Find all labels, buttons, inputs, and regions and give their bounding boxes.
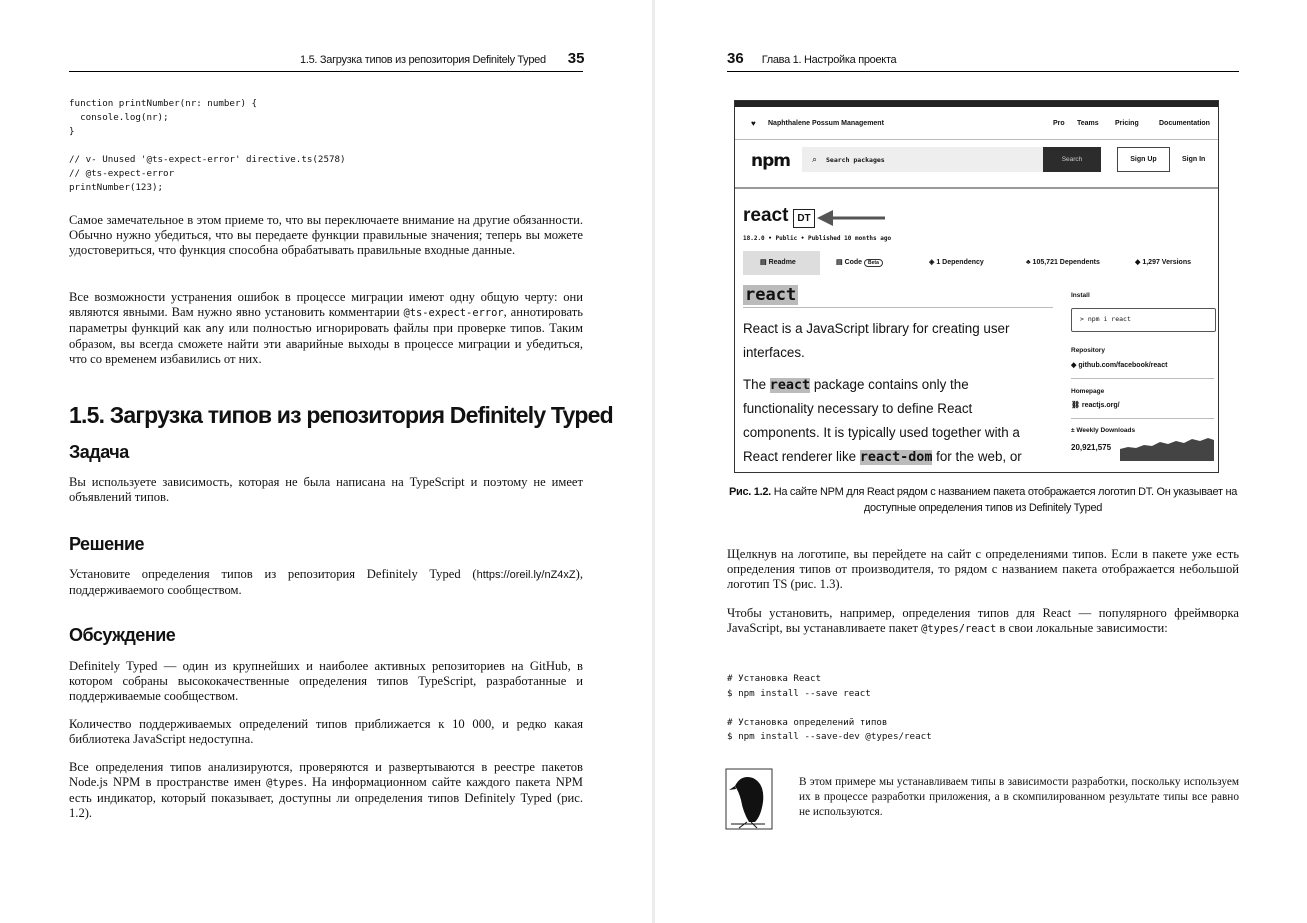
- link[interactable]: https://oreil.ly/nZ4xZ: [476, 569, 576, 581]
- npm-logo[interactable]: npm: [751, 151, 790, 171]
- text-run: for the web, or: [932, 449, 1022, 464]
- tab-label: Code: [844, 259, 863, 266]
- code-block: function printNumber(nr: number) { console.log(nr); } // v- Unused '@ts-expect-error' directive.ts(2578) // @ts-expect-error printNumber(123);: [69, 98, 346, 193]
- cube-icon: ◈: [929, 259, 935, 266]
- paragraph: [69, 567, 583, 598]
- repository-link[interactable]: [1071, 361, 1211, 369]
- note-text: В этом примере мы устанавливаем типы в зависимости разработки, поскольку используем их в процессе разработки приложения, а в скомпилированном результате типы все равно не используются.: [799, 776, 1239, 818]
- inline-code: @types: [266, 777, 304, 789]
- divider: [735, 139, 1218, 140]
- page-number: 35: [567, 50, 585, 67]
- repository-value: github.com/facebook/react: [1078, 362, 1168, 369]
- text-run: React renderer like: [743, 449, 860, 464]
- readme-line: [743, 449, 1022, 465]
- text-run: Установите определения типов из репозитория Definitely Typed (: [69, 567, 477, 581]
- inline-code: @types/react: [921, 623, 997, 635]
- file-icon: ▤: [760, 259, 767, 266]
- tab-versions[interactable]: [1135, 251, 1191, 275]
- text-run: Все возможности устранения ошибок в процессе миграции имеют одну общую черту: они являются явными. Вам нужно явно установить комментарии: [69, 290, 583, 319]
- heart-icon: ♥: [751, 119, 756, 128]
- package-tabs: [743, 251, 1210, 275]
- tab-dependencies[interactable]: [929, 251, 984, 275]
- discussion-heading: Обсуждение: [69, 625, 176, 645]
- figure-caption: [727, 484, 1239, 516]
- paragraph: Самое замечательное в этом приеме то, что вы переключаете внимание на другие обязанности. Обычно нужно убедиться, что вы передаете функции правильные значения; теперь вы можете удостовериться, что функция способна обрабатывать правильные входные данные.: [69, 213, 583, 257]
- downloads-value: 20,921,575: [1071, 443, 1112, 452]
- paragraph: Вы используете зависимость, которая не была написана на TypeScript и поэтому не имеет объявлений типов.: [69, 475, 583, 504]
- text-run: . На информационном сайте каждого пакета NPM есть индикатор, который показывает, доступны ли определения типов Definitely Typed (рис. 1.2).: [69, 775, 583, 820]
- search-input[interactable]: [802, 147, 1043, 172]
- readme-line: React is a JavaScript library for creating user: [743, 321, 1010, 336]
- npm-screenshot-figure: [734, 100, 1219, 473]
- inline-code: @ts-expect-error: [403, 307, 504, 319]
- paragraph: [727, 606, 1239, 637]
- divider: [735, 187, 1218, 189]
- install-label: Install: [1071, 292, 1090, 299]
- install-command[interactable]: [1071, 308, 1216, 332]
- running-header: [300, 50, 583, 72]
- bird-icon: [725, 768, 773, 830]
- page-number: 36: [727, 50, 744, 67]
- arrow-icon: [815, 209, 887, 227]
- tab-label: Readme: [768, 259, 796, 266]
- readme-line: functionality necessary to define React: [743, 401, 973, 416]
- text-run: , аннотировать параметры функций как: [69, 305, 583, 335]
- search-button[interactable]: Search: [1043, 147, 1101, 172]
- readme-title: [743, 285, 798, 305]
- inline-code: react: [769, 378, 811, 393]
- downloads-sparkline: [1120, 433, 1214, 461]
- package-name: react: [743, 205, 789, 226]
- diamond-icon: ◆: [1071, 362, 1077, 369]
- caption-text: На сайте NPM для React рядом с названием пакета отображается логотип DT. Он указывает на доступные определения типов из Definitely Typed: [770, 486, 1238, 514]
- homepage-value: reactjs.org/: [1081, 402, 1120, 409]
- divider: [743, 307, 1053, 308]
- nav-documentation[interactable]: Documentation: [1159, 120, 1210, 127]
- divider: [1071, 418, 1214, 419]
- inline-code: any: [205, 323, 225, 335]
- task-heading: Задача: [69, 442, 129, 462]
- signup-button[interactable]: Sign Up: [1117, 147, 1170, 172]
- text-run: Чтобы установить, например, определения типов для React — популярного фреймворка JavaScript, вы устанавливаете пакет: [727, 606, 1239, 635]
- text-run: или полностью игнорировать файлы при проверке типов. Таким образом, вы всегда сможете найти эти аварийные выходы в процессе миграции и убедиться, что со временем избавились от них.: [69, 321, 584, 366]
- readme-line: [743, 377, 969, 393]
- tab-label: 105,721 Dependents: [1032, 259, 1100, 266]
- header-rule: [69, 71, 583, 72]
- paragraph: Количество поддерживаемых определений типов приближается к 10 000, и редко какая библиотека JavaScript недоступна.: [69, 717, 583, 746]
- divider: [1071, 378, 1214, 379]
- install-command-text: > npm i react: [1080, 315, 1131, 323]
- homepage-link[interactable]: [1071, 401, 1211, 409]
- code-block: # Установка React $ npm install --save react # Установка определений типов $ npm install --save-dev @types/react: [727, 673, 932, 742]
- text-run: в свои локальные зависимости:: [996, 621, 1168, 635]
- readme-line: interfaces.: [743, 345, 805, 360]
- solution-heading: Решение: [69, 534, 145, 554]
- header-rule: [727, 71, 1239, 72]
- left-page: [0, 0, 652, 923]
- package-meta: 18.2.0 • Public • Published 10 months ago: [743, 235, 892, 242]
- tag-icon: ◆: [1135, 259, 1141, 266]
- cubes-icon: ♣: [1026, 259, 1031, 266]
- header-title: 1.5. Загрузка типов из репозитория Definitely Typed: [300, 54, 546, 66]
- downloads-label: ± Weekly Downloads: [1071, 427, 1136, 434]
- file-icon: ▤: [836, 259, 843, 266]
- text-run: package contains only the: [810, 377, 969, 392]
- org-name: Naphthalene Possum Management: [768, 120, 884, 127]
- paragraph: Definitely Typed — один из крупнейших и наиболее активных репозиториев на GitHub, в котором собраны высококачественные определения типов TypeScript, разработанные и поддерживаемые сообществом.: [69, 659, 583, 703]
- dt-badge[interactable]: DT: [793, 209, 815, 228]
- search-placeholder: Search packages: [826, 156, 885, 164]
- repository-label: Repository: [1071, 347, 1105, 354]
- tab-label: 1,297 Versions: [1142, 259, 1191, 266]
- text-run: The: [743, 377, 770, 392]
- link-icon: ⛓: [1071, 402, 1080, 409]
- readme-line: components. It is typically used together with a: [743, 425, 1020, 440]
- text-run: Все определения типов анализируются, проверяются и развертываются в реестре пакетов Node.js NPM в пространстве имен: [69, 760, 583, 789]
- header-title: Глава 1. Настройка проекта: [761, 54, 897, 66]
- tab-readme[interactable]: [743, 251, 820, 275]
- nav-pricing[interactable]: Pricing: [1115, 120, 1139, 127]
- tab-dependents[interactable]: [1026, 251, 1100, 275]
- tab-label: 1 Dependency: [936, 259, 984, 266]
- homepage-label: Homepage: [1071, 388, 1105, 395]
- nav-pro[interactable]: Pro: [1053, 120, 1065, 127]
- tab-code[interactable]: [836, 251, 883, 275]
- paragraph: [69, 290, 583, 367]
- text-run: ), поддерживаемого сообществом.: [69, 567, 583, 597]
- caption-label: Рис. 1.2.: [728, 486, 771, 498]
- paragraph: [69, 760, 583, 821]
- readme-title-code: react: [745, 285, 797, 305]
- right-page: [655, 0, 1307, 923]
- signin-link[interactable]: Sign In: [1182, 156, 1206, 163]
- inline-code: react-dom: [859, 450, 933, 465]
- running-header: [727, 50, 896, 72]
- nav-teams[interactable]: Teams: [1077, 120, 1099, 127]
- paragraph: Щелкнув на логотипе, вы перейдете на сайт с определениями типов. Если в пакете уже есть определения типов от производителя, то рядом с названием пакета отображается небольшой логотип TS (рис. 1.3).: [727, 547, 1239, 591]
- section-heading: 1.5. Загрузка типов из репозитория Definitely Typed: [69, 402, 613, 428]
- top-bar: [735, 101, 1218, 107]
- search-icon: ⌕: [812, 154, 818, 164]
- beta-badge: Beta: [864, 259, 883, 267]
